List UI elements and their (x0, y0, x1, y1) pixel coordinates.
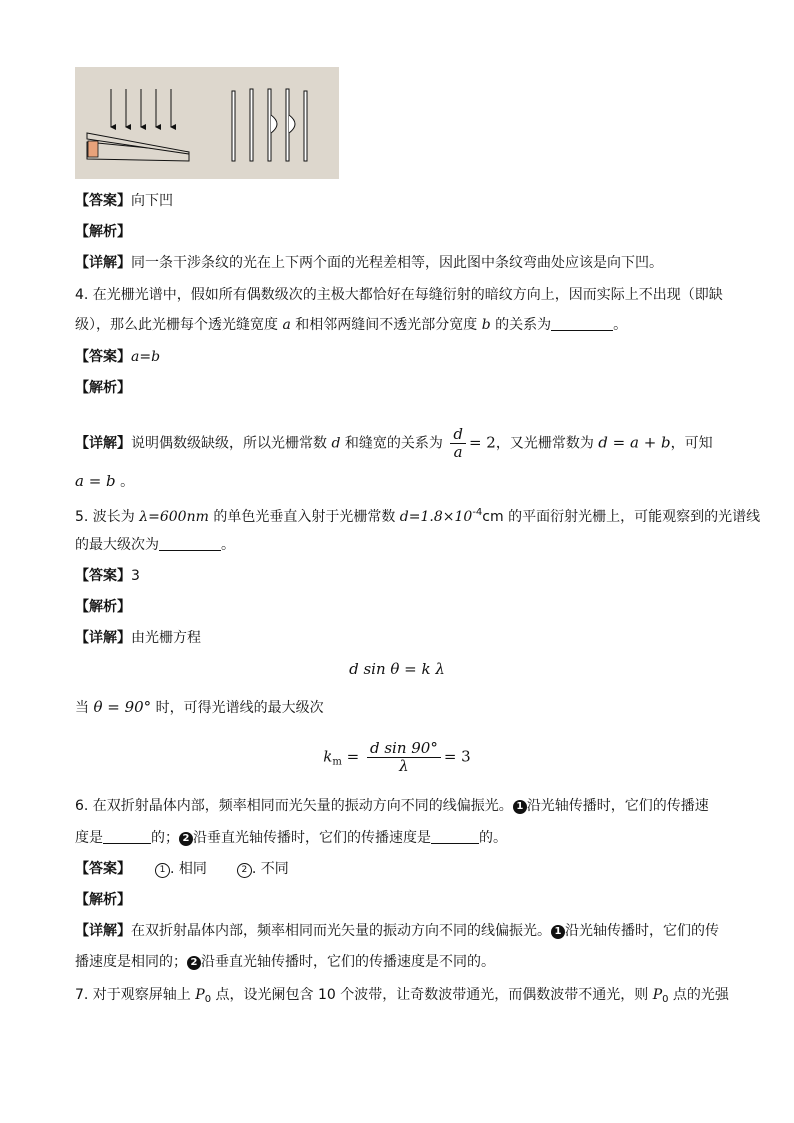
exponent: -4 (472, 507, 483, 518)
detail-text: 播速度是相同的； (75, 954, 187, 970)
q4-conclusion (75, 472, 134, 491)
point-subscript: 0 (204, 994, 212, 1005)
answer-mark-1: 1 (155, 863, 170, 878)
equation-result: = 3 (443, 747, 471, 766)
detail-tag: 【详解】 (75, 255, 131, 271)
answer-blank (159, 536, 221, 551)
q5-stem-text: 5. 波长为 (75, 509, 140, 525)
q4-stem-text: 。 (613, 317, 628, 333)
detail-text: 在双折射晶体内部，频率相同而光矢量的振动方向不同的线偏振光。 (131, 923, 551, 939)
answer-text: 向下凹 (131, 193, 173, 209)
q4-answer (75, 348, 160, 366)
equation-part: = 2 (468, 433, 496, 452)
theta-value: θ = 90° (93, 698, 152, 716)
q4-stem-text: 的关系为 (490, 317, 552, 333)
q6-answer (75, 860, 289, 878)
q6-stem-text: 6. 在双折射晶体内部，频率相同而光矢量的振动方向不同的线偏振光。 (75, 798, 513, 814)
point-p: P (652, 987, 663, 1003)
q7-stem-text: 7. 对于观察屏轴上 (75, 987, 196, 1003)
q5-analysis (75, 598, 131, 616)
q3-analysis (75, 223, 131, 241)
q4-stem-text: 和相邻两缝间不透光部分宽度 (290, 317, 482, 333)
wedge-plates (87, 133, 189, 161)
q4-stem-text: 4. 在光栅光谱中，假如所有偶数级次的主极大都恰好在每缝衍射的暗纹方向上，因而实际上不出现（即缺 (75, 287, 723, 303)
detail-text: 当 (75, 700, 94, 716)
conclusion-equation: a = b (75, 472, 116, 490)
answer-text-1: . 相同 (170, 861, 207, 877)
analysis-tag: 【解析】 (75, 599, 131, 615)
detail-tag: 【详解】 (75, 435, 131, 452)
k-symbol: k (323, 747, 333, 766)
q6-detail-line-2 (75, 953, 495, 971)
q7-stem-line-1 (75, 986, 729, 1009)
detail-text: 沿光轴传播时，它们的传 (565, 923, 719, 939)
circled-number-1: 1 (513, 800, 527, 814)
q4-detail (75, 426, 713, 461)
spacer-block (88, 141, 98, 157)
k-subscript: m (332, 756, 342, 768)
fraction-dsin90-over-lambda (367, 740, 441, 775)
detail-text: ，可知 (670, 435, 713, 452)
q4-analysis (75, 379, 131, 397)
q4-stem-line-2 (75, 316, 627, 334)
point-subscript: 0 (662, 994, 669, 1005)
detail-text: ，又光栅常数为 (495, 435, 599, 452)
q6-stem-text: 度是 (75, 830, 103, 846)
analysis-tag: 【解析】 (75, 892, 131, 908)
answer-mark-2: 2 (237, 863, 252, 878)
detail-tag: 【详解】 (75, 630, 131, 646)
analysis-tag: 【解析】 (75, 380, 131, 396)
q6-stem-text: 沿光轴传播时，它们的传播速 (526, 798, 709, 814)
q5-stem-text: 的最大级次为 (75, 537, 159, 553)
q5-when-line (75, 698, 324, 717)
q4-stem-text: 级），那么此光栅每个透光缝宽度 (75, 317, 283, 333)
interference-figure (75, 67, 339, 179)
point-p: P (195, 987, 205, 1003)
answer-blank (103, 829, 151, 844)
answer-text: 3 (131, 568, 140, 584)
q3-detail (75, 254, 663, 272)
lambda-value: λ=600nm (139, 509, 209, 525)
var-d: d (331, 435, 341, 452)
fraction-d-over-a (450, 426, 466, 461)
circled-number-1: 1 (551, 925, 565, 939)
detail-text: 由光栅方程 (131, 630, 201, 646)
equation-d: d = a + b (598, 433, 671, 452)
circled-number-2: 2 (187, 956, 201, 970)
q6-stem-line-2 (75, 829, 507, 847)
detail-tag: 【详解】 (75, 923, 131, 939)
circled-number-2: 2 (179, 832, 193, 846)
q5-stem-text: 的平面衍射光栅上，可能观察到的光谱线 (503, 509, 761, 525)
q3-answer (75, 192, 173, 210)
q4-stem-line-1 (75, 286, 723, 304)
q6-analysis (75, 891, 131, 909)
q6-detail-line-1 (75, 922, 719, 940)
q6-stem-text: 的。 (479, 830, 507, 846)
q5-answer (75, 567, 140, 585)
grating-constant: d=1.8×10 (399, 509, 473, 525)
grating-equation: d sin θ = k λ (349, 660, 445, 678)
fraction-denominator: λ (399, 757, 409, 775)
answer-tag: 【答案】 (75, 861, 131, 877)
answer-tag: 【答案】 (75, 193, 131, 209)
fraction-numerator: d (450, 426, 466, 444)
analysis-tag: 【解析】 (75, 224, 131, 240)
fringe-lines (232, 89, 307, 161)
answer-text: a=b (131, 349, 161, 365)
q5-stem-line-1 (75, 504, 760, 526)
var-b: b (481, 317, 491, 333)
q6-stem-text: 沿垂直光轴传播时，它们的传播速度是 (193, 830, 431, 846)
detail-text: 说明偶数级缺级，所以光栅常数 (131, 435, 332, 452)
answer-blank (431, 829, 479, 844)
q5-stem-line-2 (75, 536, 235, 554)
q6-stem-line-1 (75, 797, 709, 815)
q5-stem-text: 。 (221, 537, 235, 553)
q5-stem-text: 的单色光垂直入射于光栅常数 (208, 509, 400, 525)
q7-stem-text: 点，设光阑包含 10 个波带，让奇数波带通光，而偶数波带不通光，则 (211, 987, 653, 1003)
q7-stem-text: 点的光强 (668, 987, 729, 1003)
answer-tag: 【答案】 (75, 568, 131, 584)
fraction-denominator: a (453, 443, 463, 461)
detail-text: 。 (115, 474, 135, 490)
answer-blank (551, 316, 613, 331)
answer-text-2: . 不同 (251, 861, 289, 877)
max-order-equation: $k_m$ = $\frac{\text{d sin 90°}}{\lambda}$ = 3 (323, 739, 471, 775)
q5-detail (75, 629, 201, 647)
q6-stem-text: 的； (151, 830, 179, 846)
unit: cm (482, 509, 504, 525)
detail-text: 沿垂直光轴传播时，它们的传播速度是不同的。 (201, 954, 495, 970)
detail-text: 时，可得光谱线的最大级次 (151, 700, 324, 716)
wedge-and-fringes-diagram (75, 67, 339, 179)
fraction-numerator: d sin 90° (367, 740, 441, 758)
answer-tag: 【答案】 (75, 349, 131, 365)
var-a: a (282, 317, 291, 333)
detail-text: 同一条干涉条纹的光在上下两个面的光程差相等，因此图中条纹弯曲处应该是向下凹。 (131, 255, 663, 271)
incident-light-arrows (111, 89, 171, 127)
detail-text: 和缝宽的关系为 (340, 435, 448, 452)
